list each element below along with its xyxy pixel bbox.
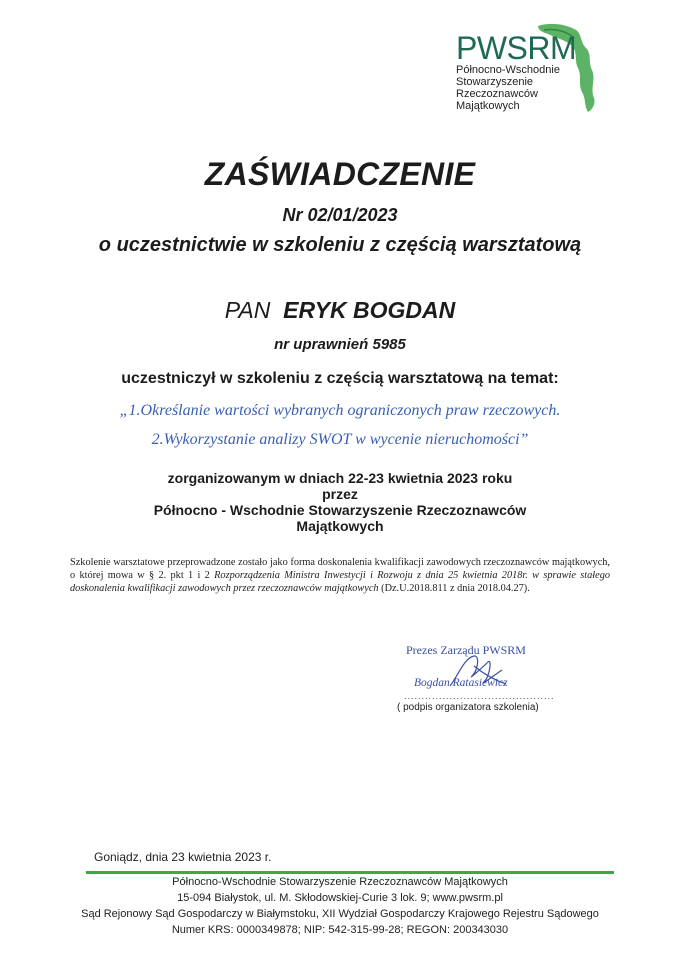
organized-dates: zorganizowanym w dniach 22-23 kwietnia 2023 roku (167, 470, 513, 486)
logo-subtitle (456, 64, 560, 112)
legal-citation: (Dz.U.2018.811 z dnia 2018.04.27). (378, 583, 530, 594)
logo-wordmark: PWSRM (456, 30, 577, 66)
signatory-role: Prezes Zarządu PWSRM (406, 643, 526, 657)
footer-address: 15-094 Białystok, ul. M. Skłodowskiej-Curie 3 lok. 9; www.pwsrm.pl (177, 892, 503, 904)
license-number: nr uprawnień 5985 (274, 336, 406, 353)
footer-registry-numbers: Numer KRS: 0000349878; NIP: 542-315-99-28; REGON: 200343030 (171, 924, 509, 936)
regulation-reference: Rozporządzenia Ministra Inwestycji i Rozwoju z dnia 25 kwietnia 2018r. w sprawie stałego doskonalenia kwalifikacji zawodowych przez rzeczoznawców majątkowych (70, 570, 611, 594)
logo-subtitle-line: Rzeczoznawców (456, 88, 538, 100)
organization-logo (452, 22, 612, 112)
place-and-date: Goniądz, dnia 23 kwietnia 2023 r. (94, 850, 272, 864)
certificate-subtitle: o uczestnictwie w szkoleniu z częścią warsztatową (98, 234, 582, 256)
logo-subtitle-line: Majątkowych (456, 100, 520, 112)
organizer-name-cont: Majątkowych (296, 518, 384, 534)
certificate-number: Nr 02/01/2023 (282, 205, 398, 225)
recipient-name: ERYK BOGDAN (283, 297, 456, 323)
signature-caption: ( podpis organizatora szkolenia) (397, 702, 539, 713)
organized-by: przez (322, 486, 358, 502)
signature-dotted-line: ........................................... (404, 691, 555, 701)
training-topic-2: 2.Wykorzystanie analizy SWOT w wycenie nieruchomości” (151, 431, 529, 448)
organizer-name: Północno - Wschodnie Stowarzyszenie Rzeczoznawców (153, 502, 527, 518)
logo-subtitle-line: Północno-Wschodnie (456, 64, 560, 76)
topic-intro: uczestniczył w szkoleniu z częścią warsztatową na temat: (121, 370, 559, 387)
certificate-title: ZAŚWIADCZENIE (204, 156, 476, 192)
footer-organization: Północno-Wschodnie Stowarzyszenie Rzeczoznawców Majątkowych (172, 876, 508, 888)
footer-court: Sąd Rejonowy Sąd Gospodarczy w Białymstoku, XII Wydział Gospodarczy Krajowego Rejestru Sądowego (81, 908, 599, 920)
legal-basis-paragraph (70, 556, 610, 595)
training-topic-1: „1.Określanie wartości wybranych ograniczonych praw rzeczowych. (119, 402, 561, 419)
logo-subtitle-line: Stowarzyszenie (456, 76, 534, 88)
signatory-name: Bogdan Ratasiewicz (414, 677, 508, 689)
legal-text: Szkolenie warsztatowe przeprowadzone zostało jako forma doskonalenia kwalifikacji zawodowych rzeczoznawców majątkowych, o której mowa w § 2. pkt 1 i 2 (70, 557, 610, 581)
recipient-line (0, 297, 680, 324)
signature-block (384, 638, 554, 718)
recipient-prefix: PAN (224, 297, 271, 323)
